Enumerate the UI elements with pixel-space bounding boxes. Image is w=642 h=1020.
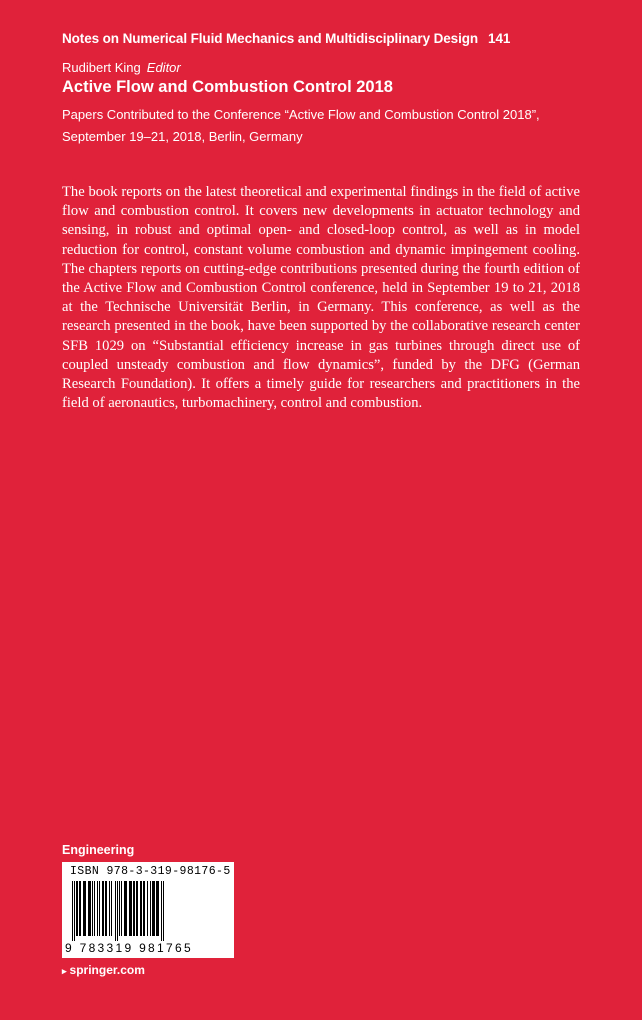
barcode-panel bbox=[62, 862, 234, 958]
barcode-bar bbox=[117, 881, 118, 941]
barcode-bar bbox=[109, 881, 110, 936]
barcode-bar bbox=[161, 881, 162, 941]
barcode-bar bbox=[124, 881, 127, 936]
barcode-bar bbox=[150, 881, 151, 936]
barcode-bar bbox=[79, 881, 81, 936]
editor-role: Editor bbox=[146, 60, 181, 75]
barcode-bar bbox=[133, 881, 135, 936]
barcode-bar bbox=[119, 881, 120, 936]
book-subtitle: Papers Contributed to the Conference “Active Flow and Combustion Control 2018”, September 19–21, 2018, Berlin, Germany bbox=[62, 107, 540, 144]
barcode-bar bbox=[88, 881, 91, 936]
triangle-right-icon: ▸ bbox=[62, 966, 67, 976]
series-name: Notes on Numerical Fluid Mechanics and Multidisciplinary Design bbox=[62, 31, 479, 46]
isbn-label: ISBN 978-3-319-98176-5 bbox=[70, 865, 231, 878]
editor-line bbox=[62, 60, 181, 75]
barcode-bar bbox=[143, 881, 145, 936]
barcode-bar bbox=[99, 881, 100, 936]
barcode-bar bbox=[97, 881, 98, 936]
barcode-bar bbox=[76, 881, 78, 936]
barcode-bar bbox=[163, 881, 164, 941]
book-description: The book reports on the latest theoretical and experimental findings in the field of active flow and combustion control. It covers new developments in actuator technology and sensing, in robust and optimal open- and closed-loop control, as well as in model reduction for control, constant volume combustion and dynamic impingement cooling. The chapters reports on cutting-edge contributions presented during the fourth edition of the Active Flow and Combustion Control conference, held in September 19 to 21, 2018 at the Technische Universität Berlin, in Germany. This conference, as well as the research presented in the book, have been supported by the collaborative research center SFB 1029 on “Substantial efficiency increase in gas turbines through direct use of coupled unsteady combustion and flow dynamics”, funded by the DFG (German Research Foundation). It offers a timely guide for researchers and practitioners in the field of aeronautics, turbomachinery, control and combustion. bbox=[62, 184, 580, 412]
subject-category: Engineering bbox=[62, 843, 135, 857]
barcode-bar bbox=[92, 881, 93, 936]
barcode-bar bbox=[72, 881, 73, 941]
editor-name: Rudibert King bbox=[62, 60, 141, 75]
barcode-bar bbox=[136, 881, 138, 936]
barcode-bar bbox=[105, 881, 107, 936]
series-line bbox=[62, 31, 510, 46]
barcode-bar bbox=[102, 881, 104, 936]
barcode-bar bbox=[140, 881, 142, 936]
barcode-digits: 9 783319 981765 bbox=[65, 941, 193, 955]
barcode-bar bbox=[156, 881, 159, 936]
barcode-bar bbox=[94, 881, 95, 936]
website-link[interactable] bbox=[62, 963, 145, 977]
website-text: springer.com bbox=[69, 963, 145, 977]
barcode-bar bbox=[83, 881, 86, 936]
series-number: 141 bbox=[488, 31, 511, 46]
barcode-bar bbox=[152, 881, 155, 936]
barcode-bar bbox=[129, 881, 132, 936]
barcode-bar bbox=[111, 881, 112, 936]
barcode-icon bbox=[70, 881, 228, 941]
barcode-bar bbox=[147, 881, 148, 936]
barcode-bar bbox=[115, 881, 116, 941]
barcode-bar bbox=[74, 881, 75, 941]
barcode-bar bbox=[121, 881, 122, 936]
book-title: Active Flow and Combustion Control 2018 bbox=[62, 78, 393, 96]
